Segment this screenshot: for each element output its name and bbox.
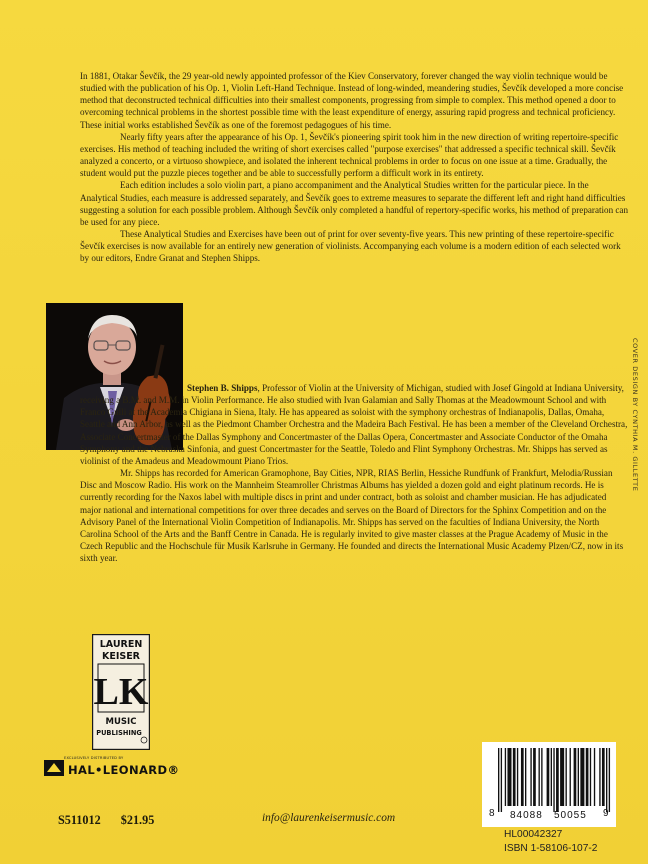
barcode-bar xyxy=(513,748,516,806)
isbn-number: ISBN 1-58106-107-2 xyxy=(504,843,598,854)
email-link[interactable]: info@laurenkeisermusic.com xyxy=(262,812,396,824)
product-price: $21.95 xyxy=(120,813,155,827)
barcode-digit-right: 9 xyxy=(603,808,609,819)
barcode-bar xyxy=(533,748,536,806)
barcode-bar xyxy=(606,748,607,812)
price-line xyxy=(58,813,154,828)
barcode-bar xyxy=(547,748,550,806)
barcode-digit-left: 8 xyxy=(489,808,495,819)
hl-catalog-number: HL00042327 xyxy=(504,829,563,840)
logo-mark: LK xyxy=(93,671,149,713)
barcode-digits-group-2: 50055 xyxy=(554,810,587,821)
barcode-bar xyxy=(566,748,567,806)
barcode-bar xyxy=(560,748,564,806)
barcode-bar xyxy=(501,748,502,812)
bio-name: Stephen B. Shipps xyxy=(187,383,258,393)
barcode-bar xyxy=(517,748,518,806)
bio-paragraph-2: Mr. Shipps has recorded for American Gramophone, Bay Cities, NPR, RIAS Berlin, Hessiche Rundfunk of Frankfurt, Melodia/Russian Disc and Moscow Radio. His work on the Mannheim Steamroller Christmas Albums has yielded a dozen gold and eight platinum records. He is currently recording for the Naxos label with multiple discs in print and under contract, both as soloist and chamber musician. He has adjudicated major national and international competitions for over three decades and serves on the Board of Directors for the Sphinx Competition and on the Advisory Panel of the International Violin Competition of Indianapolis. Mr. Shipps has served on the faculties of Indiana University, the North Carolina School of the Arts and the Banff Centre in Canada. He is regularly invited to give master classes at the Prague Academy of Music in the Czech Republic and the Hochschule für Musik Karlsruhe in Germany. He founded and directs the International Music Academy Plzen/CZ, now in its sixth year. xyxy=(80,468,624,564)
intro-paragraph-2: Nearly fifty years after the appearance of his Op. 1, Ševčík's pioneering spirit took him in the new direction of writing repertoire-specific exercises. His method of teaching included the writing of short exercises called "purpose exercises" that addressed a specific technical skill. Ševčík analyzed a concerto, or a virtuoso showpiece, and isolated the inherent technical problems in order to focus on one issue at a time. Gradually, the student would put the puzzle pieces together and be able to successfully perform a difficult work in its entirety. xyxy=(80,131,619,179)
barcode-bar xyxy=(602,748,605,806)
barcode-bar xyxy=(507,748,511,806)
barcode-bar xyxy=(590,748,591,806)
publisher-logo xyxy=(92,634,150,750)
bio-paragraph-1 xyxy=(80,382,628,467)
barcode-digits-group-1: 84088 xyxy=(510,810,543,821)
barcode-bar xyxy=(551,748,552,806)
barcode-bar xyxy=(553,748,554,812)
logo-line-music: MUSIC xyxy=(105,717,137,727)
barcode-bar xyxy=(498,748,499,812)
cover-design-credit-text: COVER DESIGN BY CYNTHIA M. GILLETTE xyxy=(631,338,639,492)
distributor-label: EXCLUSIVELY DISTRIBUTED BY xyxy=(64,756,124,760)
barcode xyxy=(482,742,616,827)
barcode-bar xyxy=(586,748,589,806)
barcode-bar xyxy=(570,748,571,806)
bio-text xyxy=(80,382,628,564)
barcode-bar xyxy=(574,748,577,806)
intro-paragraph-1: In 1881, Otakar Ševčík, the 29 year-old newly appointed professor of the Kiev Conservatory, forever changed the way violin technique would be studied with the publication of his Op. 1, Violin Left-Hand Technique. Instead of long-winded, meandering studies, Ševčík developed a more concise method that deconstructed technical difficulties into their smallest components, progressing from simple to complex. This method opened a door to overcoming technical problems in the shortest possible time with the least expenditure of energy, assuring rapid progress and technical proficiency. These initial works established Ševčík as one of the foremost pedagogues of his time. xyxy=(80,71,624,130)
cover-design-credit xyxy=(630,338,638,538)
bio-paragraph-1-text: , Professor of Violin at the University of Michigan, studied with Josef Gingold at Indiana University, receiving a B.M. and M.M. in Violin Performance. He also studied with Ivan Galamian and Sally Thomas at the Meadowmount School and with Franco Gulli at the Academia Chigiana in Siena, Italy. He has appeared as soloist with the symphony orchestras of Indianapolis, Dallas, Omaha, Seattle and Ann Arbor, as well as the Piedmont Chamber Orchestra and the Madeira Bach Festival. He has been a member of the Cleveland Orchestra, Associate Concertmaster of the Dallas Symphony and Concertmaster of the Dallas Opera, Concertmaster and Associate Conductor of the Omaha Symphony and the Nebraska Sinfonia, and guest Concertmaster for the Seattle, Toledo and Flint Symphony Orchestras. Mr. Shipps has served as violinist of the Amadeus and Meadowmount Piano Trios. xyxy=(80,383,628,466)
barcode-bar xyxy=(525,748,526,806)
barcode-bar xyxy=(594,748,595,806)
barcode-bar xyxy=(578,748,579,806)
distributor-block xyxy=(42,754,212,780)
barcode-bar xyxy=(556,748,559,812)
barcode-bar xyxy=(539,748,540,806)
barcode-bar xyxy=(521,748,524,806)
logo-line-publishing: PUBLISHING xyxy=(96,729,142,737)
intro-paragraph-4: These Analytical Studies and Exercises have been out of print for over seventy-five years. This new printing of these repertoire-specific Ševčík exercises is now available for an entirely new generation of violinists. Accompanying each volume is a modern edition of each selected work by our editors, Endre Granat and Stephen Shipps. xyxy=(80,229,621,264)
distributor-name: HAL•LEONARD® xyxy=(68,763,180,777)
intro-paragraph-3: Each edition includes a solo violin part, a piano accompaniment and the Analytical Studies written for the particular piece. In the Analytical Studies, each measure is addressed separately, and Ševčík goes to extreme measures to separate the different left and right hand difficulties suggesting a solution for each possible problem. Although Ševčík only completed a handful of repertory-specific works, his method of preparation can be used for any piece. xyxy=(80,180,629,227)
logo-line-lauren: LAUREN xyxy=(99,639,143,650)
intro-text xyxy=(80,70,628,265)
barcode-bar xyxy=(599,748,600,806)
barcode-bar xyxy=(530,748,531,806)
barcode-bar xyxy=(609,748,610,812)
logo-line-keiser: KEISER xyxy=(101,651,141,662)
hal-leonard-icon xyxy=(44,760,64,776)
barcode-bar xyxy=(541,748,542,806)
barcode-bars xyxy=(482,742,616,827)
barcode-bar xyxy=(505,748,506,806)
product-code: S511012 xyxy=(58,813,101,827)
barcode-bar xyxy=(580,748,584,806)
